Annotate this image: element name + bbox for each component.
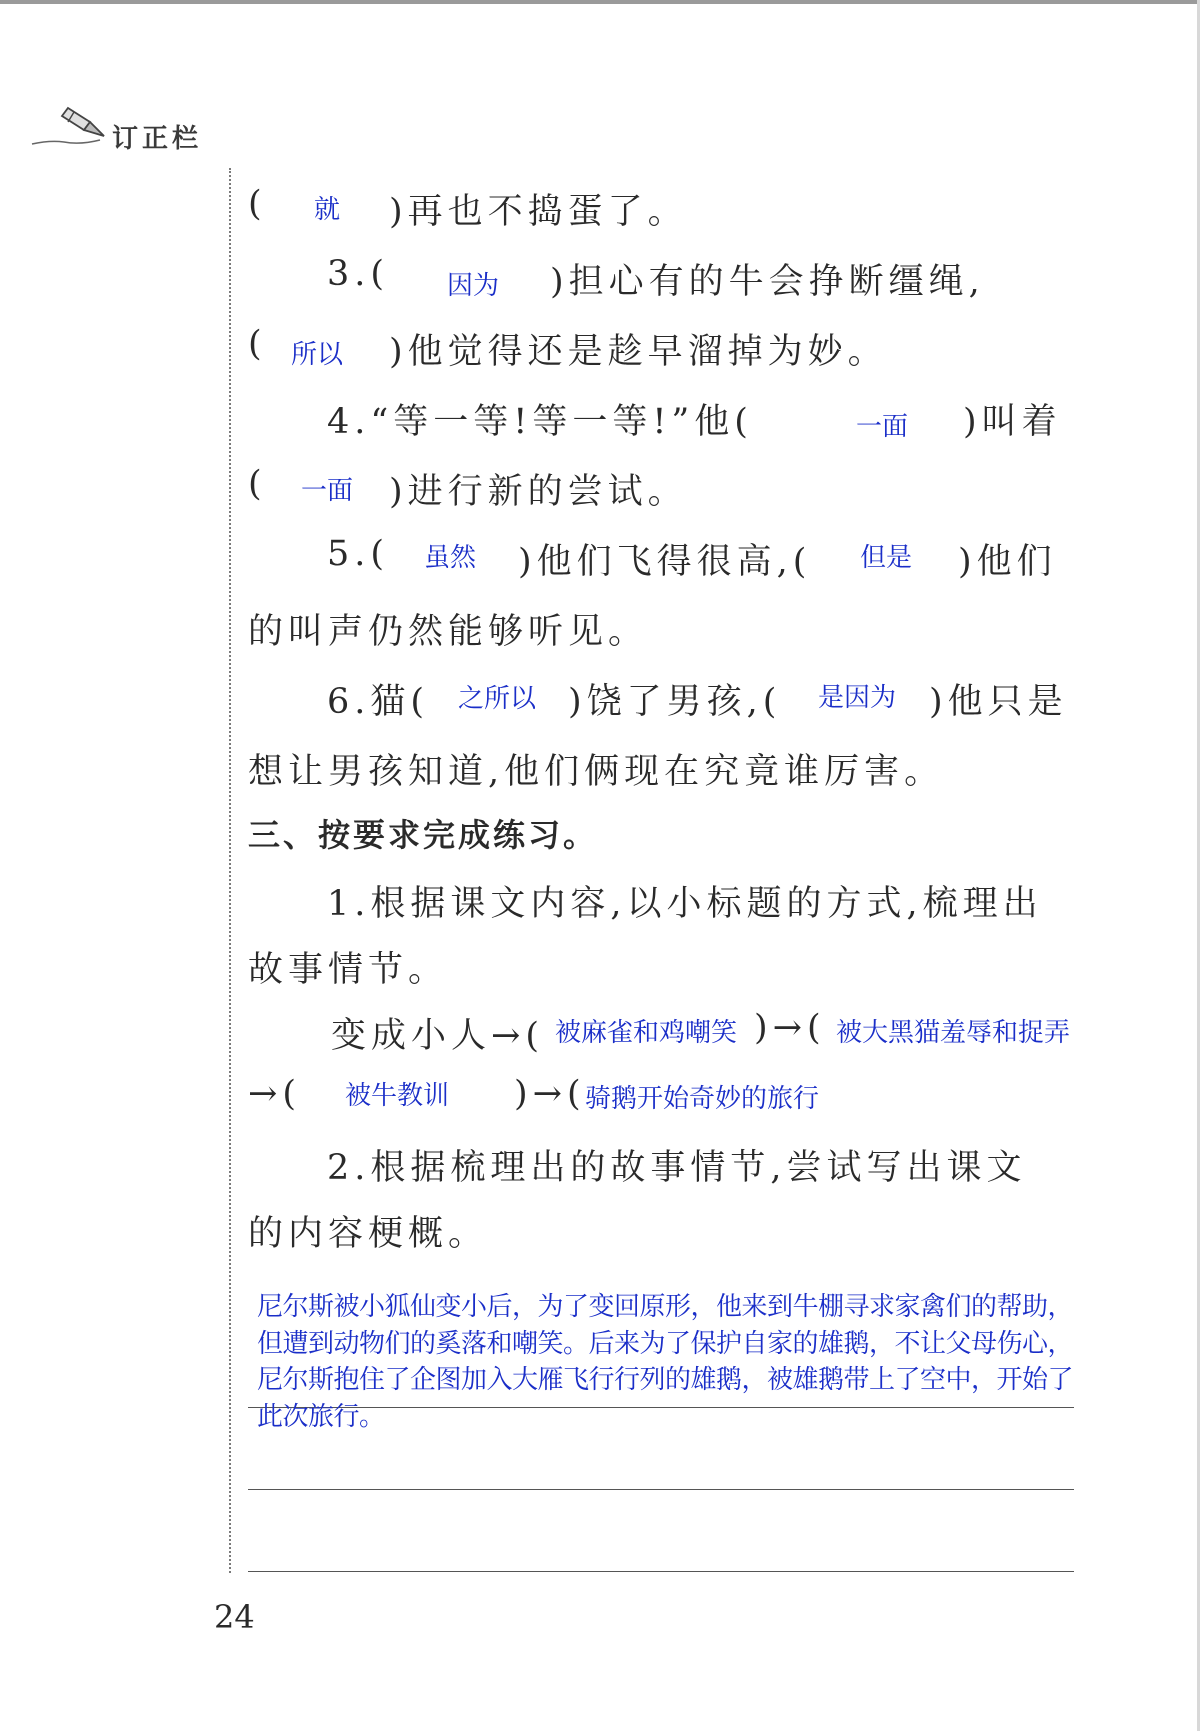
answer-1: 就 — [314, 195, 341, 225]
q1-line-1: 1.根据课文内容,以小标题的方式,梳理出 — [327, 884, 1043, 924]
line-7: 的叫声仍然能够听见。 — [248, 612, 649, 652]
q1-line-2: 故事情节。 — [248, 950, 449, 990]
line-5-open: ( — [248, 464, 267, 504]
flow-answer-4: 骑鹅开始奇妙的旅行 — [585, 1084, 820, 1114]
answer-3: 所以 — [291, 340, 344, 370]
line-5-close: )进行新的尝试。 — [389, 472, 688, 512]
flow-answer-3: 被牛教训 — [345, 1081, 450, 1111]
line-4-prefix: 4.“等一等!等一等!”他( — [327, 402, 753, 442]
writing-line — [248, 1489, 1074, 1490]
flow-start: 变成小人→( — [331, 1016, 544, 1056]
flow-connector-3: )→( — [514, 1074, 586, 1114]
line-3-open: ( — [248, 324, 267, 364]
line-9: 想让男孩知道,他们俩现在究竟谁厉害。 — [248, 752, 945, 792]
line-6-suffix: )他们 — [958, 542, 1057, 582]
answer-5: 一面 — [301, 476, 354, 506]
q2-line-2: 的内容梗概。 — [248, 1214, 489, 1254]
flow-row-2-start: →( — [248, 1074, 301, 1114]
pencil-icon — [30, 100, 120, 150]
line-6-prefix: 5.( — [327, 534, 390, 574]
page-edge — [0, 0, 1200, 4]
flow-answer-1: 被麻雀和鸡嘲笑 — [555, 1018, 738, 1048]
line-2-suffix: )担心有的牛会挣断缰绳, — [550, 262, 985, 302]
margin-divider — [229, 168, 231, 1573]
writing-line — [248, 1571, 1074, 1572]
q2-line-1: 2.根据梳理出的故事情节,尝试写出课文 — [327, 1148, 1027, 1188]
answer-2: 因为 — [447, 271, 500, 301]
line-1-open: ( — [248, 184, 267, 224]
line-4-suffix: )叫着 — [963, 402, 1062, 442]
correction-header — [30, 100, 230, 160]
answer-4: 一面 — [856, 412, 909, 442]
flow-answer-2: 被大黑猫羞辱和捉弄 — [836, 1018, 1071, 1048]
answer-7: 但是 — [860, 543, 913, 573]
answer-6: 虽然 — [424, 543, 477, 573]
summary-answer: 尼尔斯被小狐仙变小后，为了变回原形，他来到牛棚寻求家禽们的帮助，但遭到动物们的奚落和嘲笑。后来为了保护自家的雄鹅，不让父母伤心，尼尔斯抱住了企图加入大雁飞行行列的雄鹅，被雄鹅带上了空中，开始了此次旅行。 — [257, 1292, 1074, 1432]
line-3-close: )他觉得还是趁早溜掉为妙。 — [389, 332, 888, 372]
answer-8: 之所以 — [458, 684, 537, 714]
line-6-mid: )他们飞得很高,( — [518, 542, 812, 582]
line-8-mid: )饶了男孩,( — [568, 682, 782, 722]
line-2-prefix: 3.( — [327, 254, 390, 294]
correction-label: 订正栏 — [112, 124, 203, 154]
answer-9: 是因为 — [818, 683, 897, 713]
line-8-prefix: 6.猫( — [327, 682, 430, 722]
flow-connector-1: )→( — [754, 1008, 826, 1048]
section-heading: 三、按要求完成练习。 — [248, 816, 599, 854]
line-8-suffix: )他只是 — [929, 682, 1068, 722]
page-number: 24 — [214, 1598, 255, 1636]
line-1-close: )再也不捣蛋了。 — [389, 192, 688, 232]
